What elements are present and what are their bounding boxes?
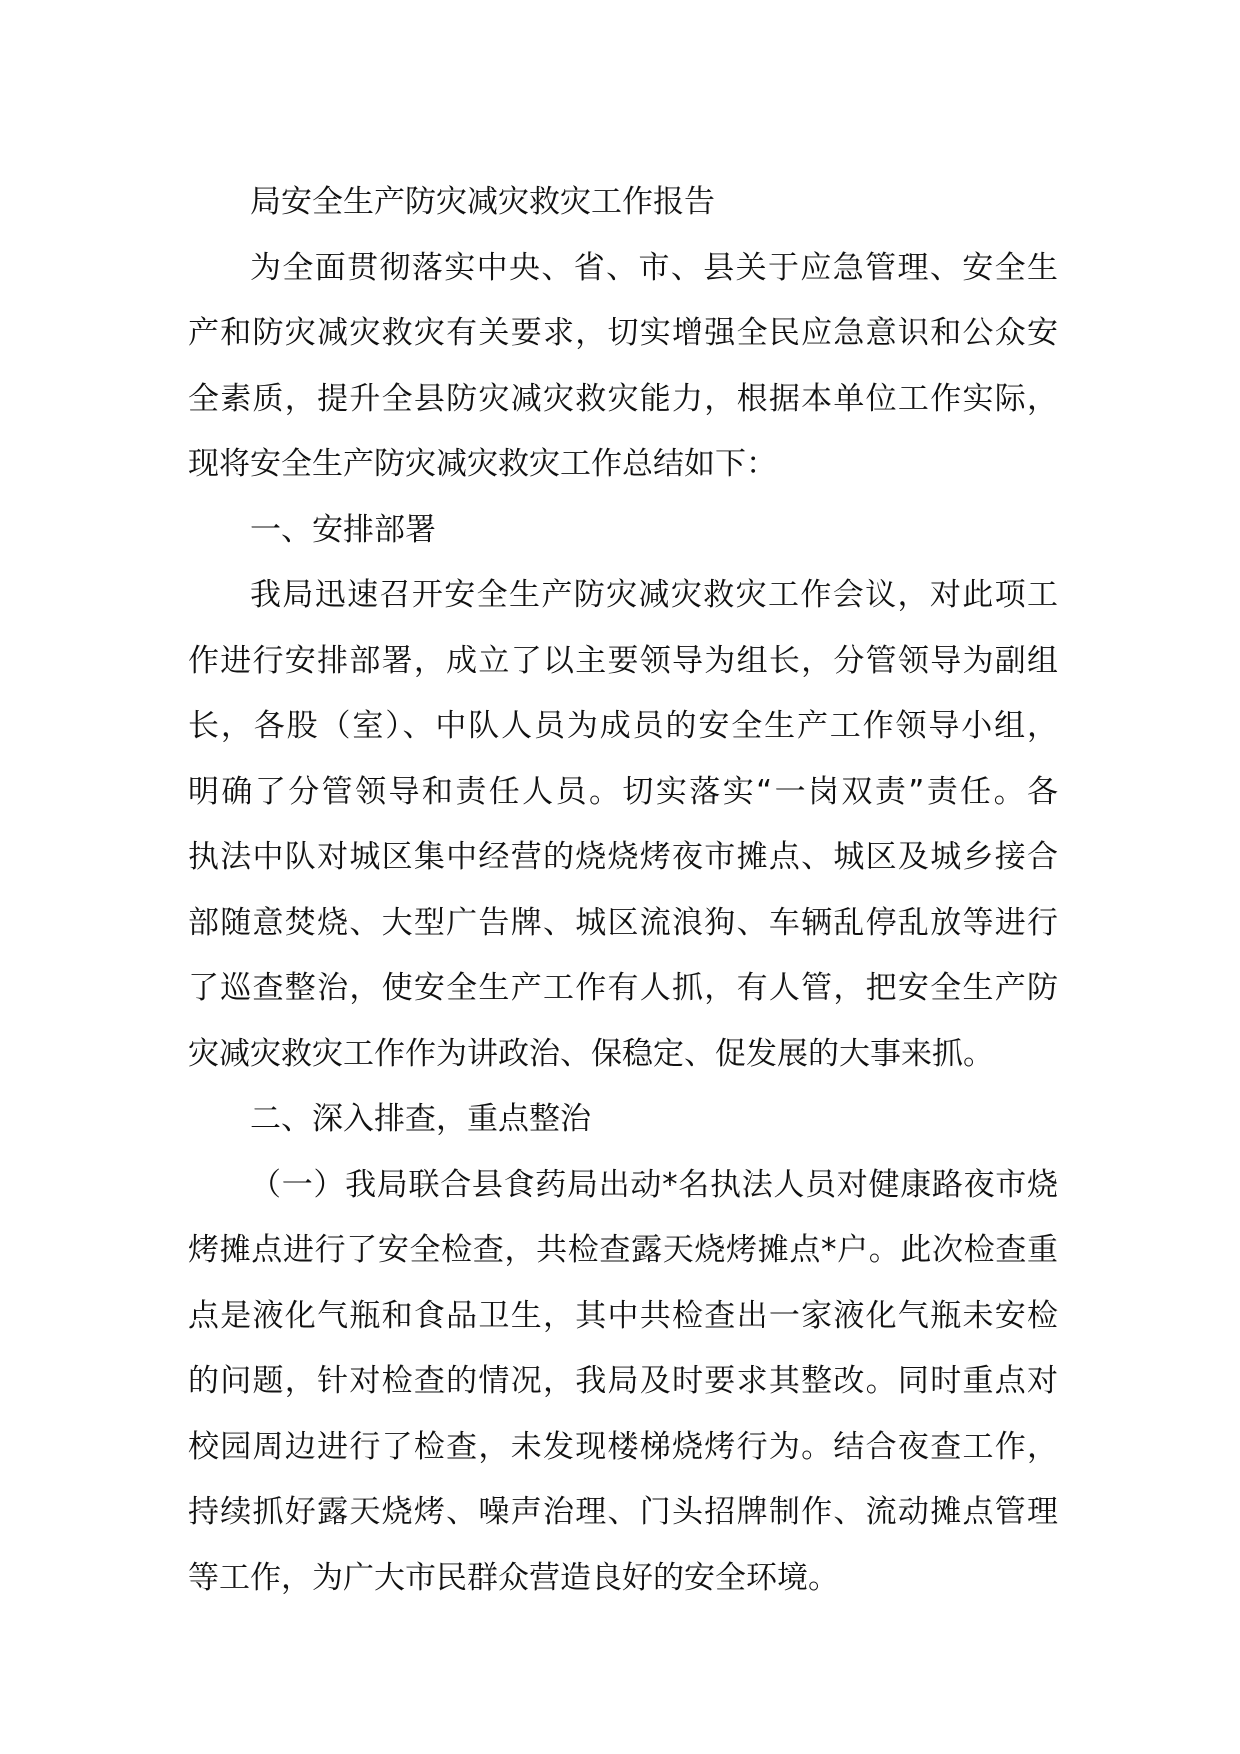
paragraph-line: 灾减灾救灾工作作为讲政治、保稳定、促发展的大事来抓。	[188, 1035, 994, 1072]
intro-paragraph	[188, 236, 1058, 498]
section-heading-1: 一、安排部署	[250, 511, 436, 548]
paragraph-line: 全素质，提升全县防灾减灾救灾能力，根据本单位工作实际，	[188, 380, 1058, 417]
paragraph-line: 持续抓好露天烧烤、噪声治理、门头招牌制作、流动摊点管理	[188, 1494, 1058, 1530]
document-title: 局安全生产防灾减灾救灾工作报告	[250, 184, 715, 220]
section-2-paragraph	[188, 1153, 1058, 1612]
document-page	[188, 170, 1058, 1611]
section-1-paragraph	[188, 563, 1058, 1087]
paragraph-line: 执法中队对城区集中经营的烧烧烤夜市摊点、城区及城乡接合	[188, 839, 1058, 875]
paragraph-line: 点是液化气瓶和食品卫生，其中共检查出一家液化气瓶未安检	[188, 1297, 1058, 1334]
paragraph-line: 等工作，为广大市民群众营造良好的安全环境。	[188, 1559, 839, 1596]
paragraph-line: 了巡查整治，使安全生产工作有人抓，有人管，把安全生产防	[188, 970, 1058, 1006]
paragraph-line: （一）我局联合县食药局出动*名执法人员对健康路夜市烧	[250, 1166, 1058, 1203]
paragraph-line: 部随意焚烧、大型广告牌、城区流浪狗、车辆乱停乱放等进行	[188, 904, 1058, 941]
paragraph-line: 作进行安排部署，成立了以主要领导为组长，分管领导为副组	[188, 642, 1058, 679]
paragraph-line: 烤摊点进行了安全检查，共检查露天烧烤摊点*户。此次检查重	[188, 1232, 1058, 1268]
paragraph-line: 产和防灾减灾救灾有关要求，切实增强全民应急意识和公众安	[188, 315, 1058, 351]
paragraph-line: 明确了分管领导和责任人员。切实落实“一岗双责”责任。各	[188, 773, 1058, 810]
paragraph-line: 长，各股（室）、中队人员为成员的安全生产工作领导小组，	[188, 708, 1058, 744]
paragraph-line: 的问题，针对检查的情况，我局及时要求其整改。同时重点对	[188, 1363, 1058, 1399]
paragraph-line: 校园周边进行了检查，未发现楼梯烧烤行为。结合夜查工作，	[188, 1428, 1058, 1465]
paragraph-line: 为全面贯彻落实中央、省、市、县关于应急管理、安全生	[250, 249, 1058, 286]
paragraph-line: 现将安全生产防灾减灾救灾工作总结如下：	[188, 446, 777, 482]
paragraph-line: 我局迅速召开安全生产防灾减灾救灾工作会议，对此项工	[250, 577, 1058, 613]
section-heading-2: 二、深入排查，重点整治	[250, 1101, 591, 1137]
